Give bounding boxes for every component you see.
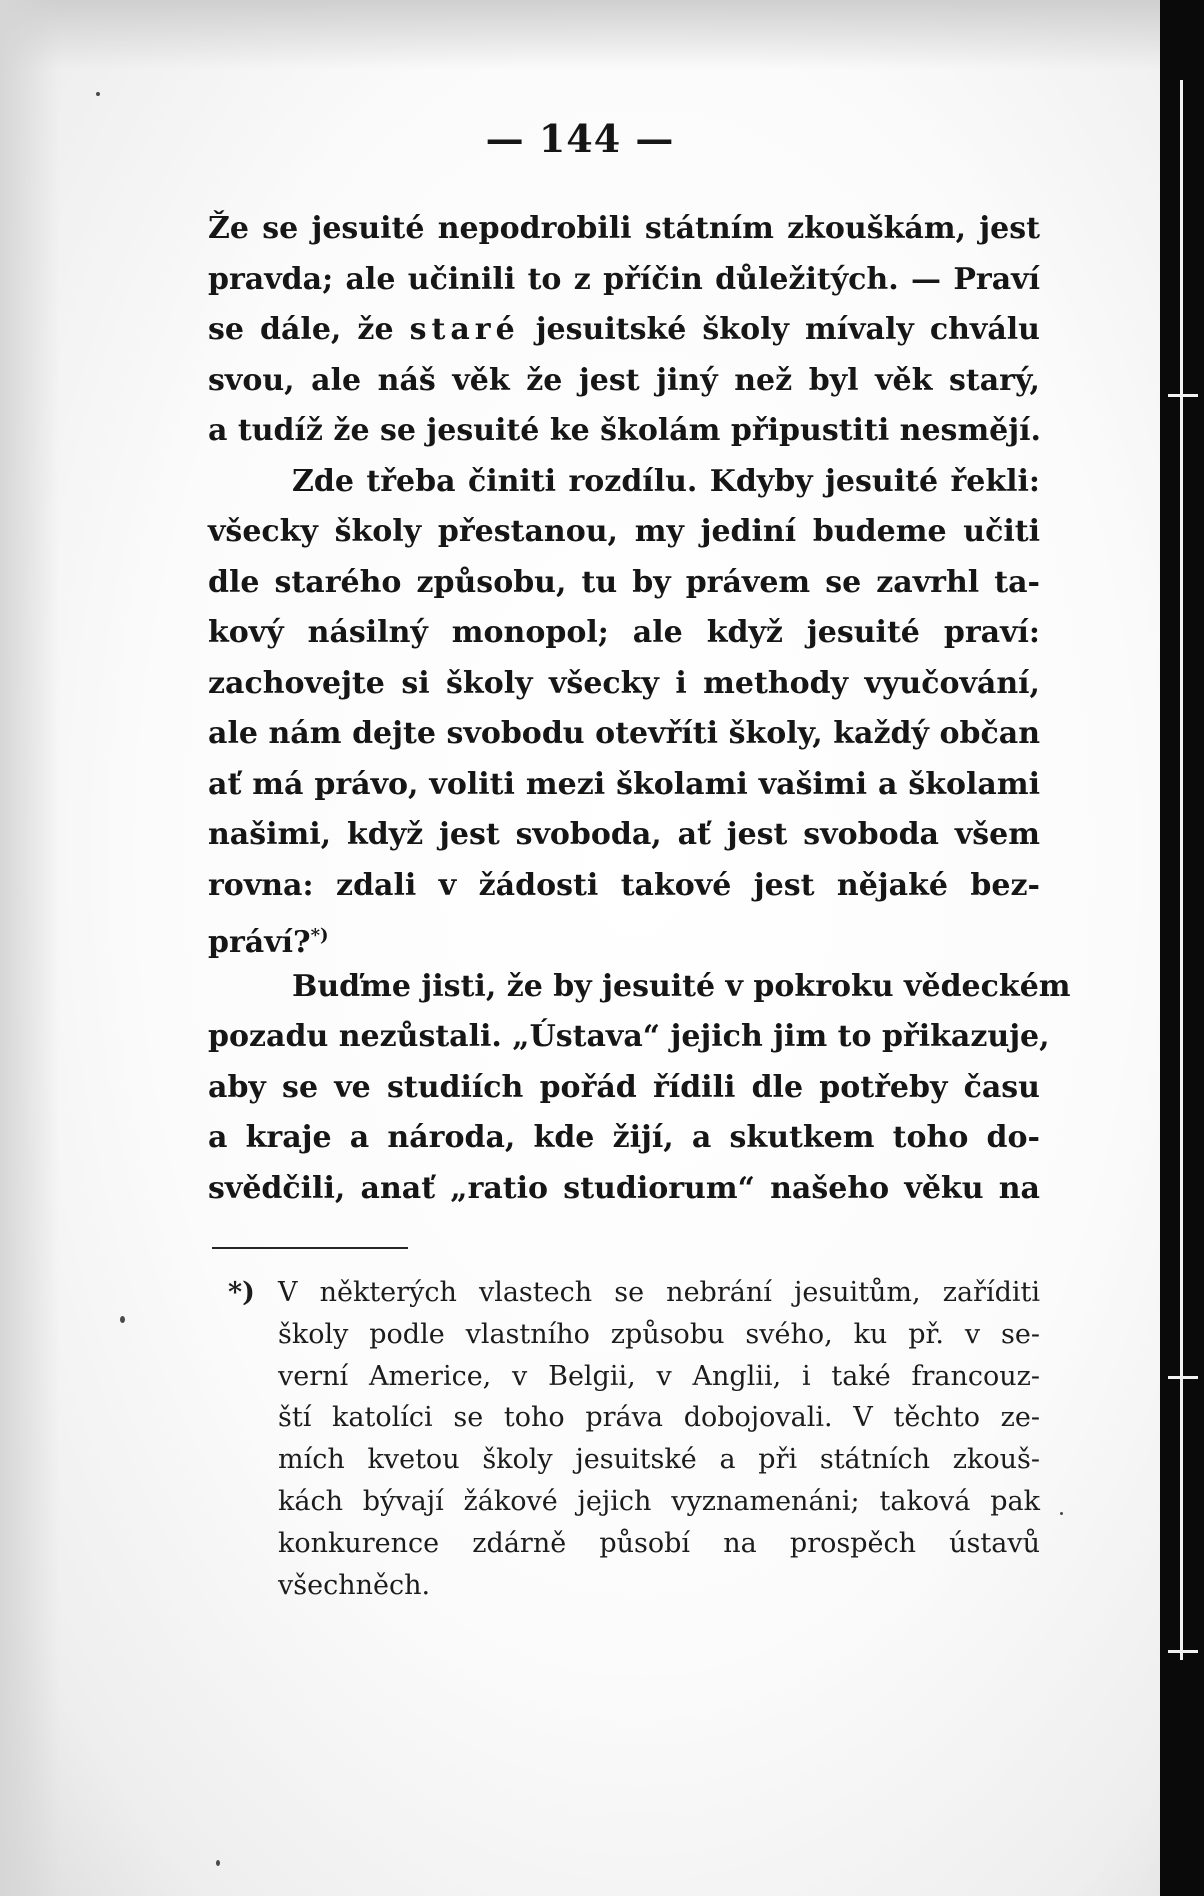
text-fragment: V některých vlastech se nebrání jesuitům, zaříditi bbox=[278, 1277, 1040, 1308]
text-line: kový násilný monopol; ale když jesuité praví: bbox=[208, 615, 1040, 650]
footnote-line: mích kvetou školy jesuitské a při státních zkouš- bbox=[278, 1444, 1040, 1476]
scan-speck bbox=[216, 1860, 220, 1866]
page-number: — 144 — bbox=[485, 116, 675, 161]
footnote-line: všechněch. bbox=[278, 1569, 431, 1601]
text-line: aby se ve studiích pořád řídili dle potřeby času bbox=[208, 1069, 1040, 1105]
text-line: Buďme jisti, že by jesuité v pokroku vědeckém bbox=[292, 968, 1071, 1004]
text-line: a tudíž že se jesuité ke školám připustiti nesmějí. bbox=[208, 413, 1041, 448]
edge-mark bbox=[1168, 1376, 1198, 1379]
text-fragment: jesuitské školy mívaly chválu bbox=[519, 312, 1040, 347]
scan-speck bbox=[120, 1316, 125, 1323]
text-line: ale nám dejte svobodu otevříti školy, každý občan bbox=[208, 716, 1040, 751]
scan-speck bbox=[96, 92, 100, 96]
text-line: svědčili, anať „ratio studiorum“ našeho věku na bbox=[208, 1170, 1040, 1206]
text-line: všecky školy přestanou, my jediní budeme učiti bbox=[208, 514, 1040, 549]
book-spine-edge bbox=[1180, 80, 1183, 1660]
text-fragment: práví? bbox=[208, 925, 311, 960]
footnote-line: kách bývají žákové jejich vyznamenáni; taková pak bbox=[278, 1485, 1040, 1517]
footnote-mark: *) bbox=[228, 1277, 255, 1308]
text-line: Že se jesuité nepodrobili státním zkouškám, jest bbox=[208, 211, 1040, 246]
text-line: zachovejte si školy všecky i methody vyučování, bbox=[208, 665, 1040, 701]
text-line: a kraje a národa, kde žijí, a skutkem toho do- bbox=[208, 1120, 1040, 1155]
text-line: pozadu nezůstali. „Ústava“ jejich jim to přikazuje, bbox=[208, 1019, 1050, 1054]
text-line: pravda; ale učinili to z příčin důležitých. — Praví bbox=[208, 261, 1040, 297]
edge-mark bbox=[1168, 1650, 1198, 1653]
main-text bbox=[208, 204, 1071, 1214]
text-line: ať má právo, voliti mezi školami vašimi a školami bbox=[208, 766, 1040, 802]
footnote-line bbox=[228, 1272, 1040, 1314]
text-line bbox=[208, 911, 1040, 962]
footnote-line: verní Americe, v Belgii, v Anglii, i také francouz- bbox=[278, 1360, 1040, 1392]
footnote-line: ští katolíci se toho práva dobojovali. V těchto ze- bbox=[278, 1402, 1040, 1434]
text-line: rovna: zdali v žádosti takové jest nějaké bez- bbox=[208, 867, 1040, 903]
scan-speck bbox=[1060, 1512, 1063, 1515]
text-line: Zde třeba činiti rozdílu. Kdyby jesuité řekli: bbox=[292, 463, 1040, 499]
text-fragment: se dále, že bbox=[208, 312, 410, 347]
text-line: svou, ale náš věk že jest jiný než byl věk starý, bbox=[208, 362, 1040, 398]
footnote-line: školy podle vlastního způsobu svého, ku př. v se- bbox=[278, 1318, 1040, 1350]
footnote-reference: *) bbox=[310, 925, 329, 946]
edge-mark bbox=[1168, 394, 1198, 397]
text-line: našimi, když jest svoboda, ať jest svoboda všem bbox=[208, 817, 1040, 852]
footnote-divider bbox=[212, 1247, 408, 1249]
footnote bbox=[228, 1272, 1040, 1606]
text-line: dle starého způsobu, tu by právem se zavrhl ta- bbox=[208, 564, 1040, 600]
text-line bbox=[208, 305, 1040, 356]
spaced-emphasis: staré bbox=[409, 312, 520, 347]
footnote-line: konkurence zdárně působí na prospěch ústavů bbox=[278, 1527, 1040, 1559]
